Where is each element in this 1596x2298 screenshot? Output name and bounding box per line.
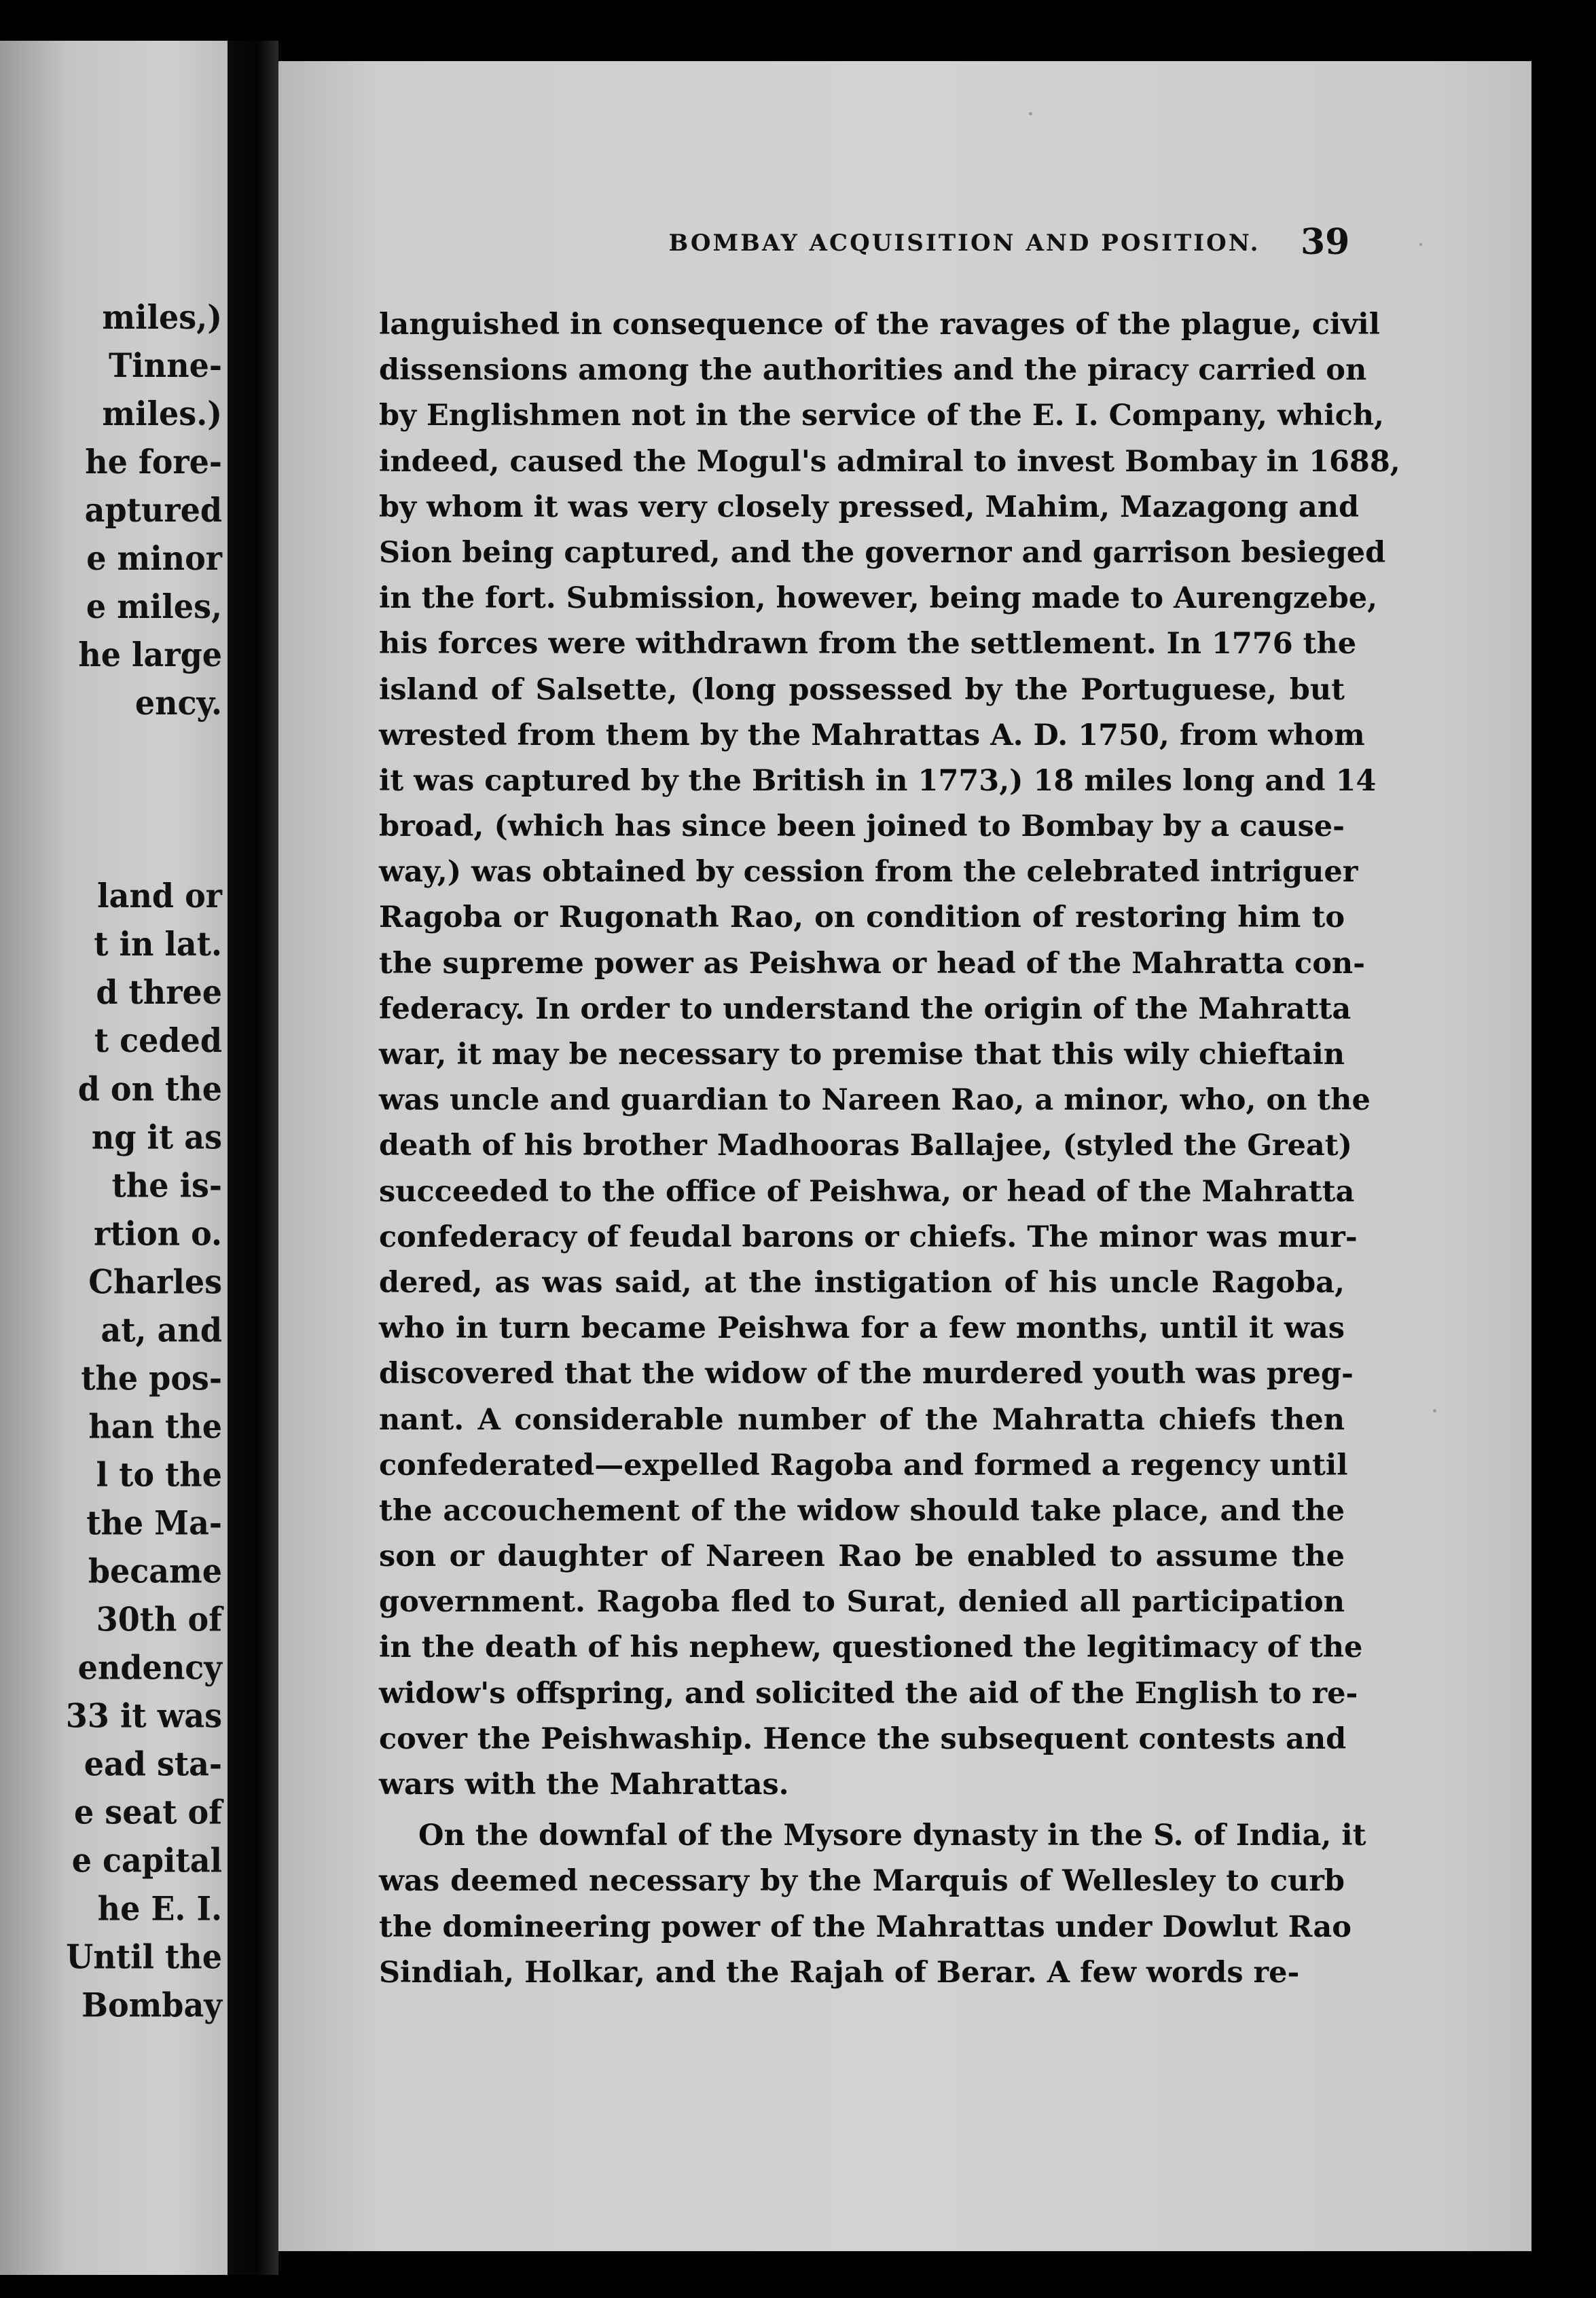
text-line: was uncle and guardian to Nareen Rao, a minor, who, on the (379, 1083, 1371, 1118)
previous-page-line: 33 it was (65, 1696, 222, 1736)
previous-page-line: e capital (71, 1840, 222, 1880)
previous-page-line: t in lat. (94, 924, 222, 964)
text-line: indeed, caused the Mogul's admiral to invest Bombay in 1688, (379, 444, 1400, 479)
book-gutter-shadow (228, 41, 278, 2275)
text-line: in the death of his nephew, questioned the legitimacy of the (379, 1630, 1363, 1665)
paragraph (379, 302, 1400, 1808)
text-line: death of his brother Madhooras Ballajee, (styled the Great) (379, 1129, 1353, 1163)
previous-page-line: he fore- (85, 442, 222, 481)
previous-page-line (66, 824, 222, 872)
previous-page-line: e seat of (74, 1792, 222, 1832)
text-line: was deemed necessary by the Marquis of Wellesley to curb (379, 1864, 1345, 1899)
previous-page-line: the is- (111, 1165, 222, 1205)
previous-page-line: endency (77, 1647, 222, 1688)
text-line: island of Salsette, (long possessed by the Portuguese, but (379, 672, 1345, 707)
previous-page-line: e minor (86, 539, 222, 578)
previous-page-line (66, 776, 222, 824)
text-line: son or daughter of Nareen Rao be enabled to assume the (379, 1539, 1345, 1574)
text-line: who in turn became Peishwa for a few months, until it was (379, 1311, 1345, 1346)
text-line: federacy. In order to understand the origin of the Mahratta (379, 991, 1352, 1026)
text-line: the domineering power of the Mahrattas under Dowlut Rao (379, 1910, 1352, 1944)
text-line: by whom it was very closely pressed, Mahim, Mazagong and (379, 490, 1360, 524)
previous-page-line: the pos- (81, 1358, 222, 1398)
text-line: it was captured by the British in 1773,) 18 miles long and 14 (379, 763, 1377, 798)
previous-page-line: ead sta- (84, 1744, 222, 1784)
previous-page-line: miles.) (102, 394, 222, 433)
text-line: in the fort. Submission, however, being made to Aurengzebe, (379, 581, 1378, 616)
previous-page-line-endings (66, 293, 222, 2030)
previous-page-line: he E. I. (97, 1889, 222, 1929)
paragraph-gap (379, 1808, 1345, 1813)
previous-page-line: 30th of (96, 1599, 222, 1639)
text-line: nant. A considerable number of the Mahratta chiefs then (379, 1402, 1345, 1437)
text-line: widow's offspring, and solicited the aid of the English to re- (379, 1676, 1358, 1711)
previous-page-line: at, and (101, 1310, 222, 1350)
text-line: succeeded to the office of Peishwa, or head of the Mahratta (379, 1174, 1355, 1209)
scan-speck (1433, 1409, 1436, 1412)
text-line: discovered that the widow of the murdered youth was preg- (379, 1357, 1354, 1391)
previous-page-line: Until the (66, 1937, 222, 1977)
page-number: 39 (1301, 221, 1350, 263)
text-line: the accouchement of the widow should take place, and the (379, 1493, 1345, 1528)
text-line: way,) was obtained by cession from the celebrated intriguer (379, 855, 1358, 890)
text-line: confederated—expelled Ragoba and formed a regency until (379, 1448, 1348, 1482)
text-line: On the downfal of the Mysore dynasty in the S. of India, it (418, 1819, 1366, 1853)
text-line: war, it may be necessary to premise that this wily chieftain (379, 1038, 1345, 1072)
previous-page-line: e miles, (86, 587, 222, 626)
previous-page-line: l to the (96, 1455, 222, 1495)
previous-page-line: the Ma- (86, 1503, 222, 1543)
text-line: dered, as was said, at the instigation of his uncle Ragoba, (379, 1265, 1345, 1300)
previous-page-line: Charles (88, 1262, 222, 1301)
previous-page-line: became (88, 1551, 222, 1591)
previous-page-fragment (0, 41, 228, 2275)
paragraph (379, 1813, 1366, 1996)
scan-speck (1419, 243, 1422, 246)
previous-page-line: miles,) (102, 297, 222, 337)
running-head: BOMBAY ACQUISITION AND POSITION. (668, 230, 1261, 257)
previous-page-line: ency. (134, 683, 222, 723)
book-page (278, 61, 1531, 2251)
text-line: by Englishmen not in the service of the E. I. Company, which, (379, 399, 1385, 433)
previous-page-line: Bombay (81, 1986, 222, 2025)
text-line: Sion being captured, and the governor and garrison besieged (379, 535, 1386, 570)
text-line: dissensions among the authorities and the piracy carried on (379, 353, 1367, 388)
text-line: languished in consequence of the ravages of the plague, civil (379, 308, 1380, 342)
previous-page-line: d on the (77, 1069, 222, 1108)
text-line: wrested from them by the Mahrattas A. D. 1750, from whom (379, 718, 1365, 752)
text-line: confederacy of feudal barons or chiefs. The minor was mur- (379, 1220, 1358, 1254)
text-line: cover the Peishwaship. Hence the subsequent contests and (379, 1721, 1347, 1756)
previous-page-line: t ceded (94, 1021, 222, 1060)
text-line: the supreme power as Peishwa or head of the Mahratta con- (379, 946, 1366, 981)
previous-page-line: Tinne- (109, 346, 222, 385)
previous-page-line: he large (78, 635, 222, 674)
body-text (379, 302, 1400, 1996)
previous-page-line: rtion o. (94, 1214, 222, 1253)
previous-page-line (66, 727, 222, 776)
previous-page-line: aptured (84, 490, 222, 530)
scan-speck (1029, 112, 1032, 115)
previous-page-line: land or (97, 876, 222, 915)
previous-page-line: d three (96, 972, 222, 1012)
text-line: broad, (which has since been joined to Bombay by a cause- (379, 809, 1345, 844)
previous-page-line: ng it as (91, 1117, 222, 1156)
text-line: government. Ragoba fled to Surat, denied all participation (379, 1585, 1345, 1620)
text-line: Ragoba or Rugonath Rao, on condition of restoring him to (379, 900, 1345, 935)
text-line: his forces were withdrawn from the settlement. In 1776 the (379, 627, 1357, 661)
text-line: Sindiah, Holkar, and the Rajah of Berar. A few words re- (379, 1955, 1300, 1990)
text-line: wars with the Mahrattas. (379, 1768, 789, 1802)
previous-page-line: han the (88, 1406, 222, 1446)
